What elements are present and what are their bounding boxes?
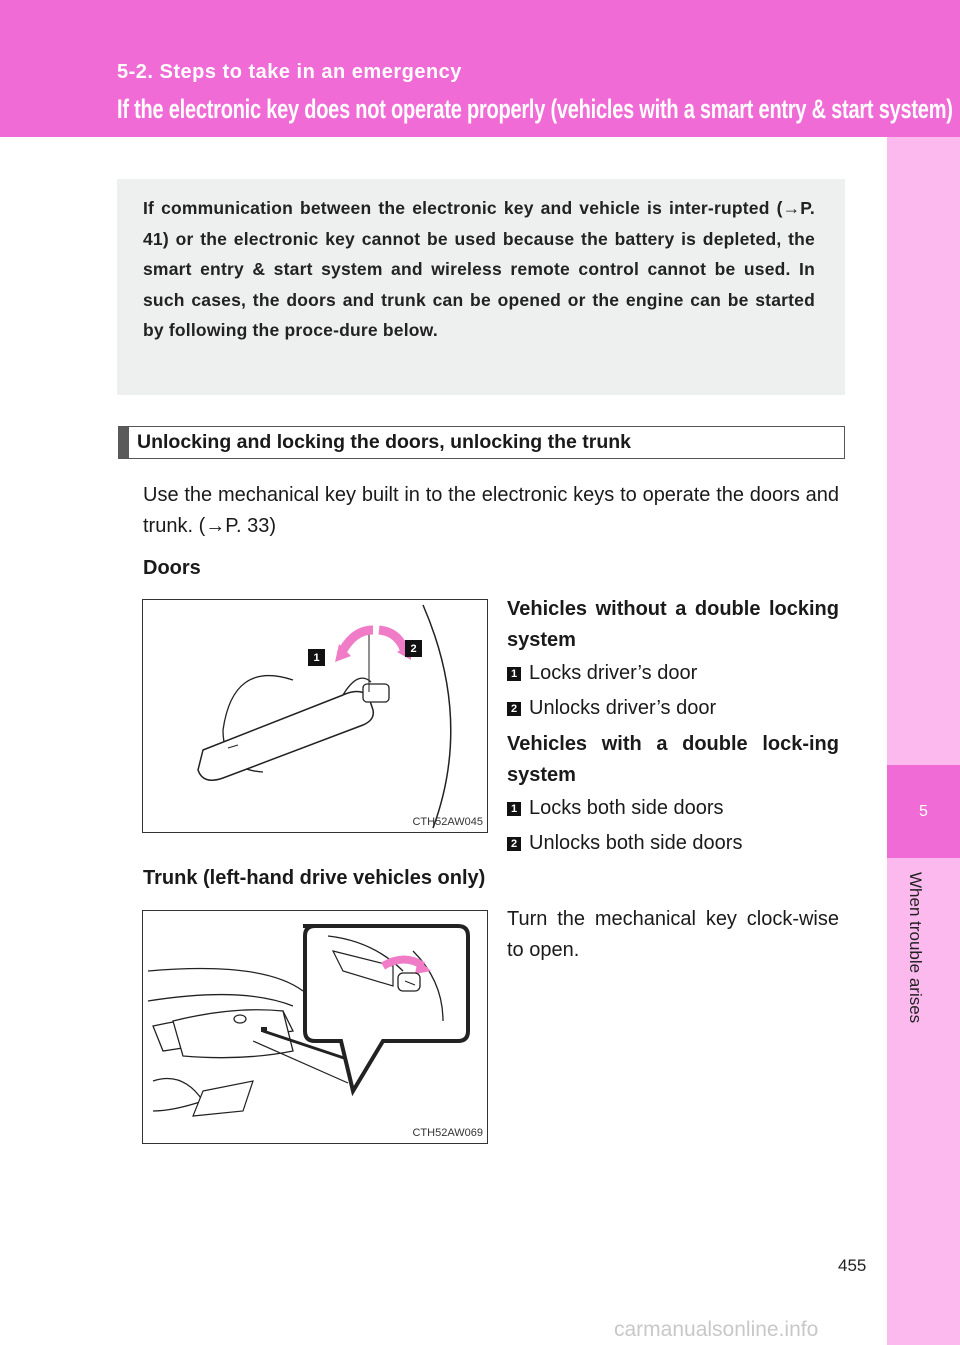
step-badge: 2 [507, 837, 521, 851]
doors-title: Doors [143, 557, 201, 579]
intro-box [117, 179, 845, 395]
trunk-instruction: Turn the mechanical key clock-wise to open. [507, 908, 839, 961]
without-double-lock-heading: Vehicles without a double locking system [507, 598, 839, 651]
page-number: 455 [838, 1256, 867, 1275]
step-lock-driver-door [507, 662, 697, 685]
intro-text: If communication between the electronic key and vehicle is inter-rupted (→P. 41) or the electronic key cannot be used because the battery is depleted, the smart entry & start system and wireless remote control cannot be used. In such cases, the doors and trunk can be opened or the engine can be started by following the proce-dure below. [143, 198, 815, 341]
step-badge: 1 [507, 802, 521, 816]
trunk-title: Trunk (left-hand drive vehicles only) [143, 867, 486, 889]
with-double-lock-heading: Vehicles with a double lock-ing system [507, 733, 839, 786]
figure-badge-2: 2 [405, 640, 422, 657]
figure-code: CTH52AW069 [412, 1127, 483, 1139]
step-unlock-driver-door [507, 697, 716, 720]
step-unlock-both-doors [507, 832, 742, 855]
side-strip [887, 137, 960, 1345]
section-heading: Unlocking and locking the doors, unlocking the trunk [118, 426, 845, 459]
section-body: Use the mechanical key built in to the electronic keys to operate the doors and trunk. (→P. 33) [143, 484, 839, 537]
figure-badge-1: 1 [308, 649, 325, 666]
step-text: Locks driver’s door [529, 662, 698, 684]
section-label: 5-2. Steps to take in an emergency [117, 61, 462, 83]
chapter-title: When trouble arises [906, 872, 925, 1024]
step-lock-both-doors [507, 797, 724, 820]
door-handle-illustration [143, 600, 487, 832]
step-text: Locks both side doors [529, 797, 724, 819]
step-badge: 2 [507, 702, 521, 716]
trunk-illustration [143, 911, 487, 1143]
step-text: Unlocks driver’s door [529, 697, 717, 719]
chapter-tab[interactable]: 5 [887, 765, 960, 858]
watermark: carmanualsonline.info [614, 1318, 819, 1341]
trunk-figure [142, 910, 488, 1144]
page-heading: If the electronic key does not operate properly (vehicles with a smart entry & start system) [117, 94, 953, 124]
step-badge: 1 [507, 667, 521, 681]
figure-code: CTH52AW045 [412, 816, 483, 828]
door-handle-figure [142, 599, 488, 833]
step-text: Unlocks both side doors [529, 832, 743, 854]
